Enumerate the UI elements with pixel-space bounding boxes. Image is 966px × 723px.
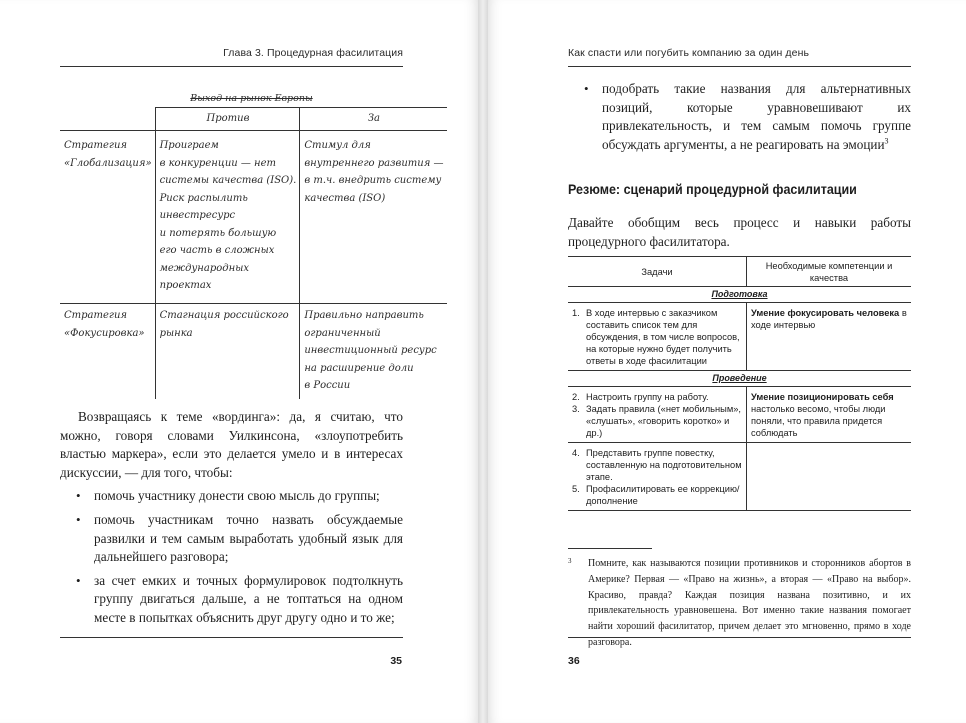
intro-text <box>568 214 911 251</box>
phase-preparation: Подготовка <box>568 287 911 303</box>
table-corner <box>60 108 155 131</box>
footnote-text: Помните, как называются позиции противников и сторонников абортов в Америке? Первая — «Право на жизнь», а вторая — «Право на выбор». Красиво, правда? Каждая позиция названа позитивно, и их привлекательность уравновешена. Вот именно такие названия помогает найти хороший фасилитатор, причем делает это мгновенно, прямо в ходе разговора. <box>588 558 911 648</box>
continued-bullets <box>568 80 911 159</box>
skills-cell: Умение позиционировать себя настолько весомо, чтобы люди поняли, что правила придется соблюдать <box>747 387 912 443</box>
body-text <box>60 408 403 633</box>
header-rule <box>568 66 911 67</box>
table-row <box>568 387 911 443</box>
col-header-skills: Необходимые компетенции и качества <box>747 257 912 287</box>
book-gutter <box>478 0 488 723</box>
running-head: Глава 3. Процедурная фасилитация <box>223 47 403 59</box>
tasks-cell: 4. Представить группе повестку, составленную на подготовительном этапе. 5. Профасилитировать ее коррекцию/дополнение <box>568 443 747 511</box>
table-row <box>60 304 447 400</box>
tasks-cell: 1. В ходе интервью с заказчиком составить список тем для обсуждения, в том числе вопросов, на которые нужно будет получить ответы в ходе фасилитации <box>568 303 747 371</box>
table-row <box>568 303 911 371</box>
col-header-tasks: Задачи <box>568 257 747 287</box>
list-item: • помочь участникам точно назвать обсуждаемые развилки и тем самым выработать удобный язык для дальнейшего разговора; <box>60 511 403 567</box>
bullet-list <box>60 487 403 627</box>
running-head: Как спасти или погубить компанию за один день <box>568 47 810 59</box>
pros-cons-table <box>60 107 447 399</box>
handwritten-table-title: Выход на рынок Европы <box>190 93 313 104</box>
against-cell: Проиграем в конкуренции — нет системы качества (ISO). Риск распылить инвестресурс и потерять большую его часть в сложных международных проектах <box>155 131 300 304</box>
list-item: • за счет емких и точных формулировок подтолкнуть группу двигаться дальше, а не топтаться на одном месте в попытках объяснить друг другу одно и то же; <box>60 572 403 628</box>
skills-cell <box>747 443 912 511</box>
footer-rule <box>60 637 403 638</box>
skills-cell: Умение фокусировать человека в ходе интервью <box>747 303 912 371</box>
bullet-list <box>568 80 911 154</box>
col-header-against: Против <box>155 108 300 131</box>
handwritten-table <box>60 92 444 399</box>
footnote-ref: 3 <box>884 136 889 146</box>
for-cell: Стимул для внутреннего развития — в т.ч. внедрить систему качества (ISO) <box>300 131 447 304</box>
table-row <box>60 131 447 304</box>
phase-conduct: Проведение <box>568 371 911 387</box>
paragraph: Возвращаясь к теме «вординга»: да, я считаю, что можно, говоря словами Уилкинсона, «злоупотребить властью маркера», если это делается умело и в интересах дискуссии, — для того, чтобы: <box>60 409 403 480</box>
section-heading: Резюме: сценарий процедурной фасилитации <box>568 182 857 197</box>
list-item: • помочь участнику донести свою мысль до группы; <box>60 487 403 506</box>
col-header-for: За <box>300 108 447 131</box>
for-cell: Правильно направить ограниченный инвестиционный ресурс на расширение доли в России <box>300 304 447 400</box>
right-page <box>488 0 966 723</box>
summary-table <box>568 256 911 511</box>
strategy-cell: Стратегия «Фокусировка» <box>60 304 155 400</box>
page-number: 36 <box>568 655 580 667</box>
paragraph: Давайте обобщим весь процесс и навыки работы процедурного фасилитатора. <box>568 215 911 249</box>
page-number: 35 <box>390 655 402 667</box>
footer-rule <box>568 637 911 638</box>
header-rule <box>60 66 403 67</box>
footnote-rule <box>568 548 652 549</box>
list-item: • подобрать такие названия для альтернативных позиций, которые уравновешивают их привлекательность, и тем самым помочь группе обсуждать аргументы, а не реагировать на эмоции$^3$ <box>568 80 911 154</box>
footnote-mark: 3 <box>568 557 572 565</box>
table-row <box>568 443 911 511</box>
left-page <box>0 0 478 723</box>
strategy-cell: Стратегия «Глобализация» <box>60 131 155 304</box>
against-cell: Стагнация российского рынка <box>155 304 300 400</box>
tasks-cell: 2. Настроить группу на работу. 3. Задать правила («нет мобильным», «слушать», «говорить коротко» и др.) <box>568 387 747 443</box>
